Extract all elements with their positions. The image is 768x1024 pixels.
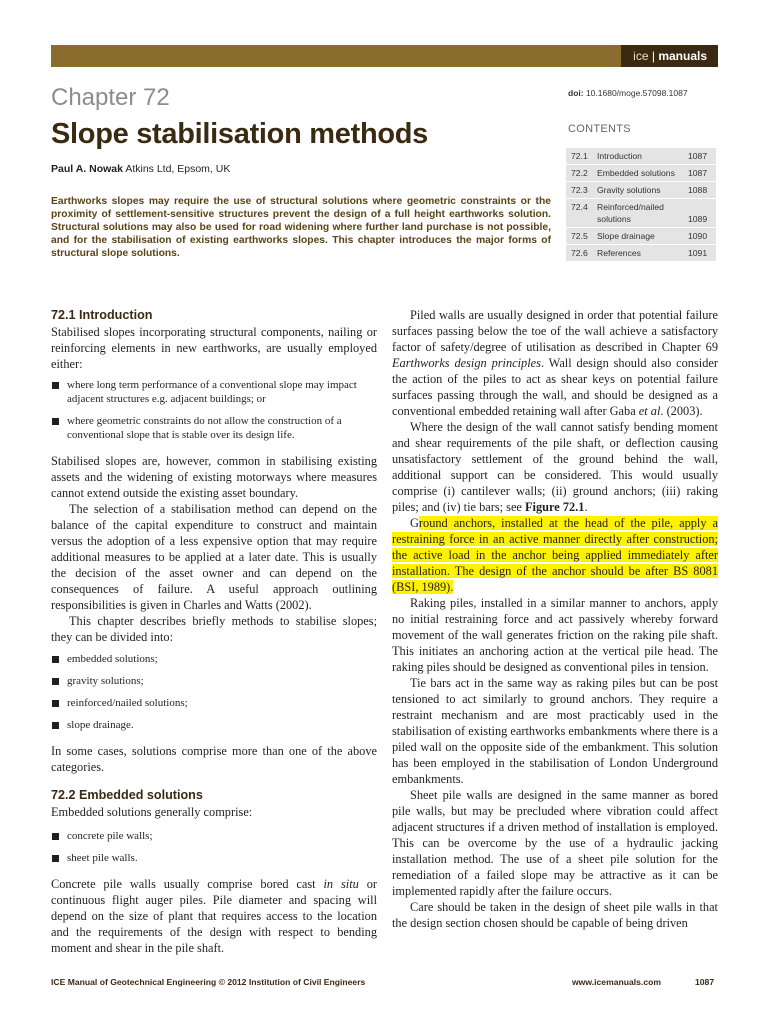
text: Piled walls are usually designed in order that potential failure surfaces passing below the toe of the wall achieve a satisfactory factor of safety/degree of utilisation as described in Chapter 69 [392, 308, 718, 354]
highlight: round anchors, installed at the head of the pile, apply a restraining force in an active manner directly after construction; the active load in the anchor being applied immediately after installation. The design of the anchor should be after BS 8081 (BSI, 1989). [392, 516, 718, 594]
toc-page: 1089 [688, 214, 708, 224]
toc-item[interactable] [566, 165, 716, 182]
footer-copyright: ICE Manual of Geotechnical Engineering © 2012 Institution of Civil Engineers [51, 977, 366, 987]
text: Concrete pile walls usually comprise bored cast [51, 877, 316, 891]
paragraph: Stabilised slopes are, however, common in stabilising existing assets and the widening of existing motorways where measures cannot extend outside the existing asset boundary. [51, 454, 377, 500]
paragraph: Stabilised slopes incorporating structural components, nailing or reinforcing elements in new earthworks, are usually employed either: [51, 325, 377, 371]
toc-item[interactable] [566, 199, 716, 228]
highlighted-paragraph [392, 515, 718, 595]
text: or continuous flight auger piles. Pile diameter and spacing will depend on the size of plant that requires access to the location and the requirements of the design with respect to bending moment and shear in the pile shaft. [51, 877, 377, 955]
toc-title: Slope drainage [597, 231, 655, 241]
toc-num: 72.6 [571, 248, 588, 258]
text: . (2003). [660, 404, 703, 418]
figure-reference[interactable]: Figure 72.1 [525, 500, 585, 514]
italic-text: et al [638, 404, 661, 418]
section-heading-embedded: 72.2 Embedded solutions [51, 788, 203, 802]
toc-title: Gravity solutions [597, 185, 661, 195]
paragraph: Embedded solutions generally comprise: [51, 805, 253, 819]
author-affiliation: Atkins Ltd, Epsom, UK [125, 163, 231, 175]
footer-url[interactable]: www.icemanuals.com [572, 977, 661, 987]
list-item: slope drainage. [51, 718, 377, 732]
chapter-label: Chapter 72 [51, 84, 170, 111]
header-bar [51, 45, 718, 67]
toc-item[interactable] [566, 148, 716, 165]
list-item: sheet pile walls. [51, 851, 377, 865]
toc-item[interactable] [566, 228, 716, 245]
text: Where the design of the wall cannot satisfy bending moment and shear requirements of the pile shaft, or deflection causing unsatisfactory settlement of the ground behind the wall, additional support can be considered. This would usually comprise (i) cantilever walls; (ii) ground anchors; (iii) raking piles; and (iv) tie bars; see [392, 420, 718, 514]
contents-table [566, 148, 716, 262]
brand-manuals: manuals [658, 49, 707, 63]
paragraph: Raking piles, installed in a similar manner to anchors, apply no initial restraining force and act passively whereby forward movement of the wall generates friction on the raking pile shaft. This initiates an anchoring action at the vertical pile head. The raking piles should be designed as conventional piles in tension. [392, 596, 718, 674]
doi-value: 10.1680/moge.57098.1087 [585, 88, 688, 98]
toc-title: Embedded solutions [597, 168, 675, 178]
toc-item[interactable] [566, 182, 716, 199]
brand-separator: | [651, 49, 655, 63]
paragraph: The selection of a stabilisation method can depend on the balance of the capital expenditure to construct and maintain versus the adoption of a less expensive option that may require additional measures to be applied at a later date. This is usually the decision of the asset owner and can depend on the consequences of failure. A useful approach outlining responsibilities is given in Charles and Watts (2002). [51, 502, 377, 612]
contents-heading: CONTENTS [568, 123, 631, 135]
bullet-list [51, 829, 377, 865]
paragraph: Care should be taken in the design of sheet pile walls in that the design section chosen should be capable of being driven [392, 900, 718, 930]
list-item: where long term performance of a conventional slope may impact adjacent structures e.g. adjacent buildings; or [51, 378, 377, 406]
toc-title: Reinforced/nailed solutions [597, 202, 664, 224]
toc-page: 1087 [688, 151, 708, 161]
toc-page: 1090 [688, 231, 708, 241]
left-column [51, 307, 377, 956]
paragraph [51, 876, 377, 956]
toc-num: 72.5 [571, 231, 588, 241]
toc-title: References [597, 248, 641, 258]
paragraph: In some cases, solutions comprise more than one of the above categories. [51, 744, 377, 774]
toc-page: 1091 [688, 248, 708, 258]
bullet-list [51, 378, 377, 442]
text: . [584, 500, 588, 514]
paragraph: Tie bars act in the same way as raking piles but can be post tensioned to act similarly to ground anchors. They require a restraint mechanism and are most practicably used in the stabilisation of existing earthworks embankments where there is a piled wall on the opposite side of the embankment. This solution has been employed in the stabilisation of London Underground embankments. [392, 676, 718, 786]
page-title: Slope stabilisation methods [51, 118, 429, 150]
doi[interactable] [568, 88, 688, 98]
toc-item[interactable] [566, 245, 716, 262]
right-column [392, 307, 718, 931]
toc-num: 72.1 [571, 151, 588, 161]
toc-page: 1087 [688, 168, 708, 178]
author-line [51, 163, 230, 175]
text: G [410, 516, 419, 530]
bullet-list [51, 652, 377, 732]
list-item: embedded solutions; [51, 652, 377, 666]
toc-num: 72.4 [571, 202, 588, 212]
italic-text: Earthworks design principles [392, 356, 541, 370]
doi-label: doi: [568, 88, 584, 98]
paragraph: Sheet pile walls are designed in the same manner as bored pile walls, but may be precluded where vibration could affect adjacent structures if a driven method of installation is employed. This can be overcome by the use of a hydraulic jacking installation method. The use of a sheet pile solution for the remediation of a failed slope may be attractive as it can be implemented rapidly after the failure occurs. [392, 788, 718, 898]
text: . Wall design should also consider the action of the piles to act as shear keys on potential failure surfaces passing through the wall, and should be designed as a conventional embedded retaining wall after Gaba [392, 356, 718, 418]
toc-num: 72.3 [571, 185, 588, 195]
page-number: 1087 [695, 977, 715, 987]
toc-num: 72.2 [571, 168, 588, 178]
list-item: where geometric constraints do not allow the construction of a conventional slope that is stable over its design life. [51, 414, 377, 442]
italic-text: in situ [323, 877, 359, 891]
author-name: Paul A. Nowak [51, 163, 123, 175]
brand-ice: ice [633, 49, 649, 63]
list-item: gravity solutions; [51, 674, 377, 688]
section-heading-introduction: 72.1 Introduction [51, 308, 153, 322]
list-item: reinforced/nailed solutions; [51, 696, 377, 710]
list-item: concrete pile walls; [51, 829, 377, 843]
toc-page: 1088 [688, 185, 708, 195]
abstract: Earthworks slopes may require the use of structural solutions where geometric constraints or the proximity of settlement-sensitive structures prevent the design of a full height earthworks solution. Structural solutions may also be used for road widening where further land purchase is not possible, and for the stabilisation of existing earthworks slopes. This chapter introduces the major forms of structural slope solutions. [51, 196, 551, 260]
paragraph [392, 307, 718, 419]
ice-manuals-logo[interactable] [621, 45, 718, 67]
paragraph: This chapter describes briefly methods to stabilise slopes; they can be divided into: [51, 614, 377, 644]
toc-title: Introduction [597, 151, 642, 161]
paragraph [392, 419, 718, 515]
